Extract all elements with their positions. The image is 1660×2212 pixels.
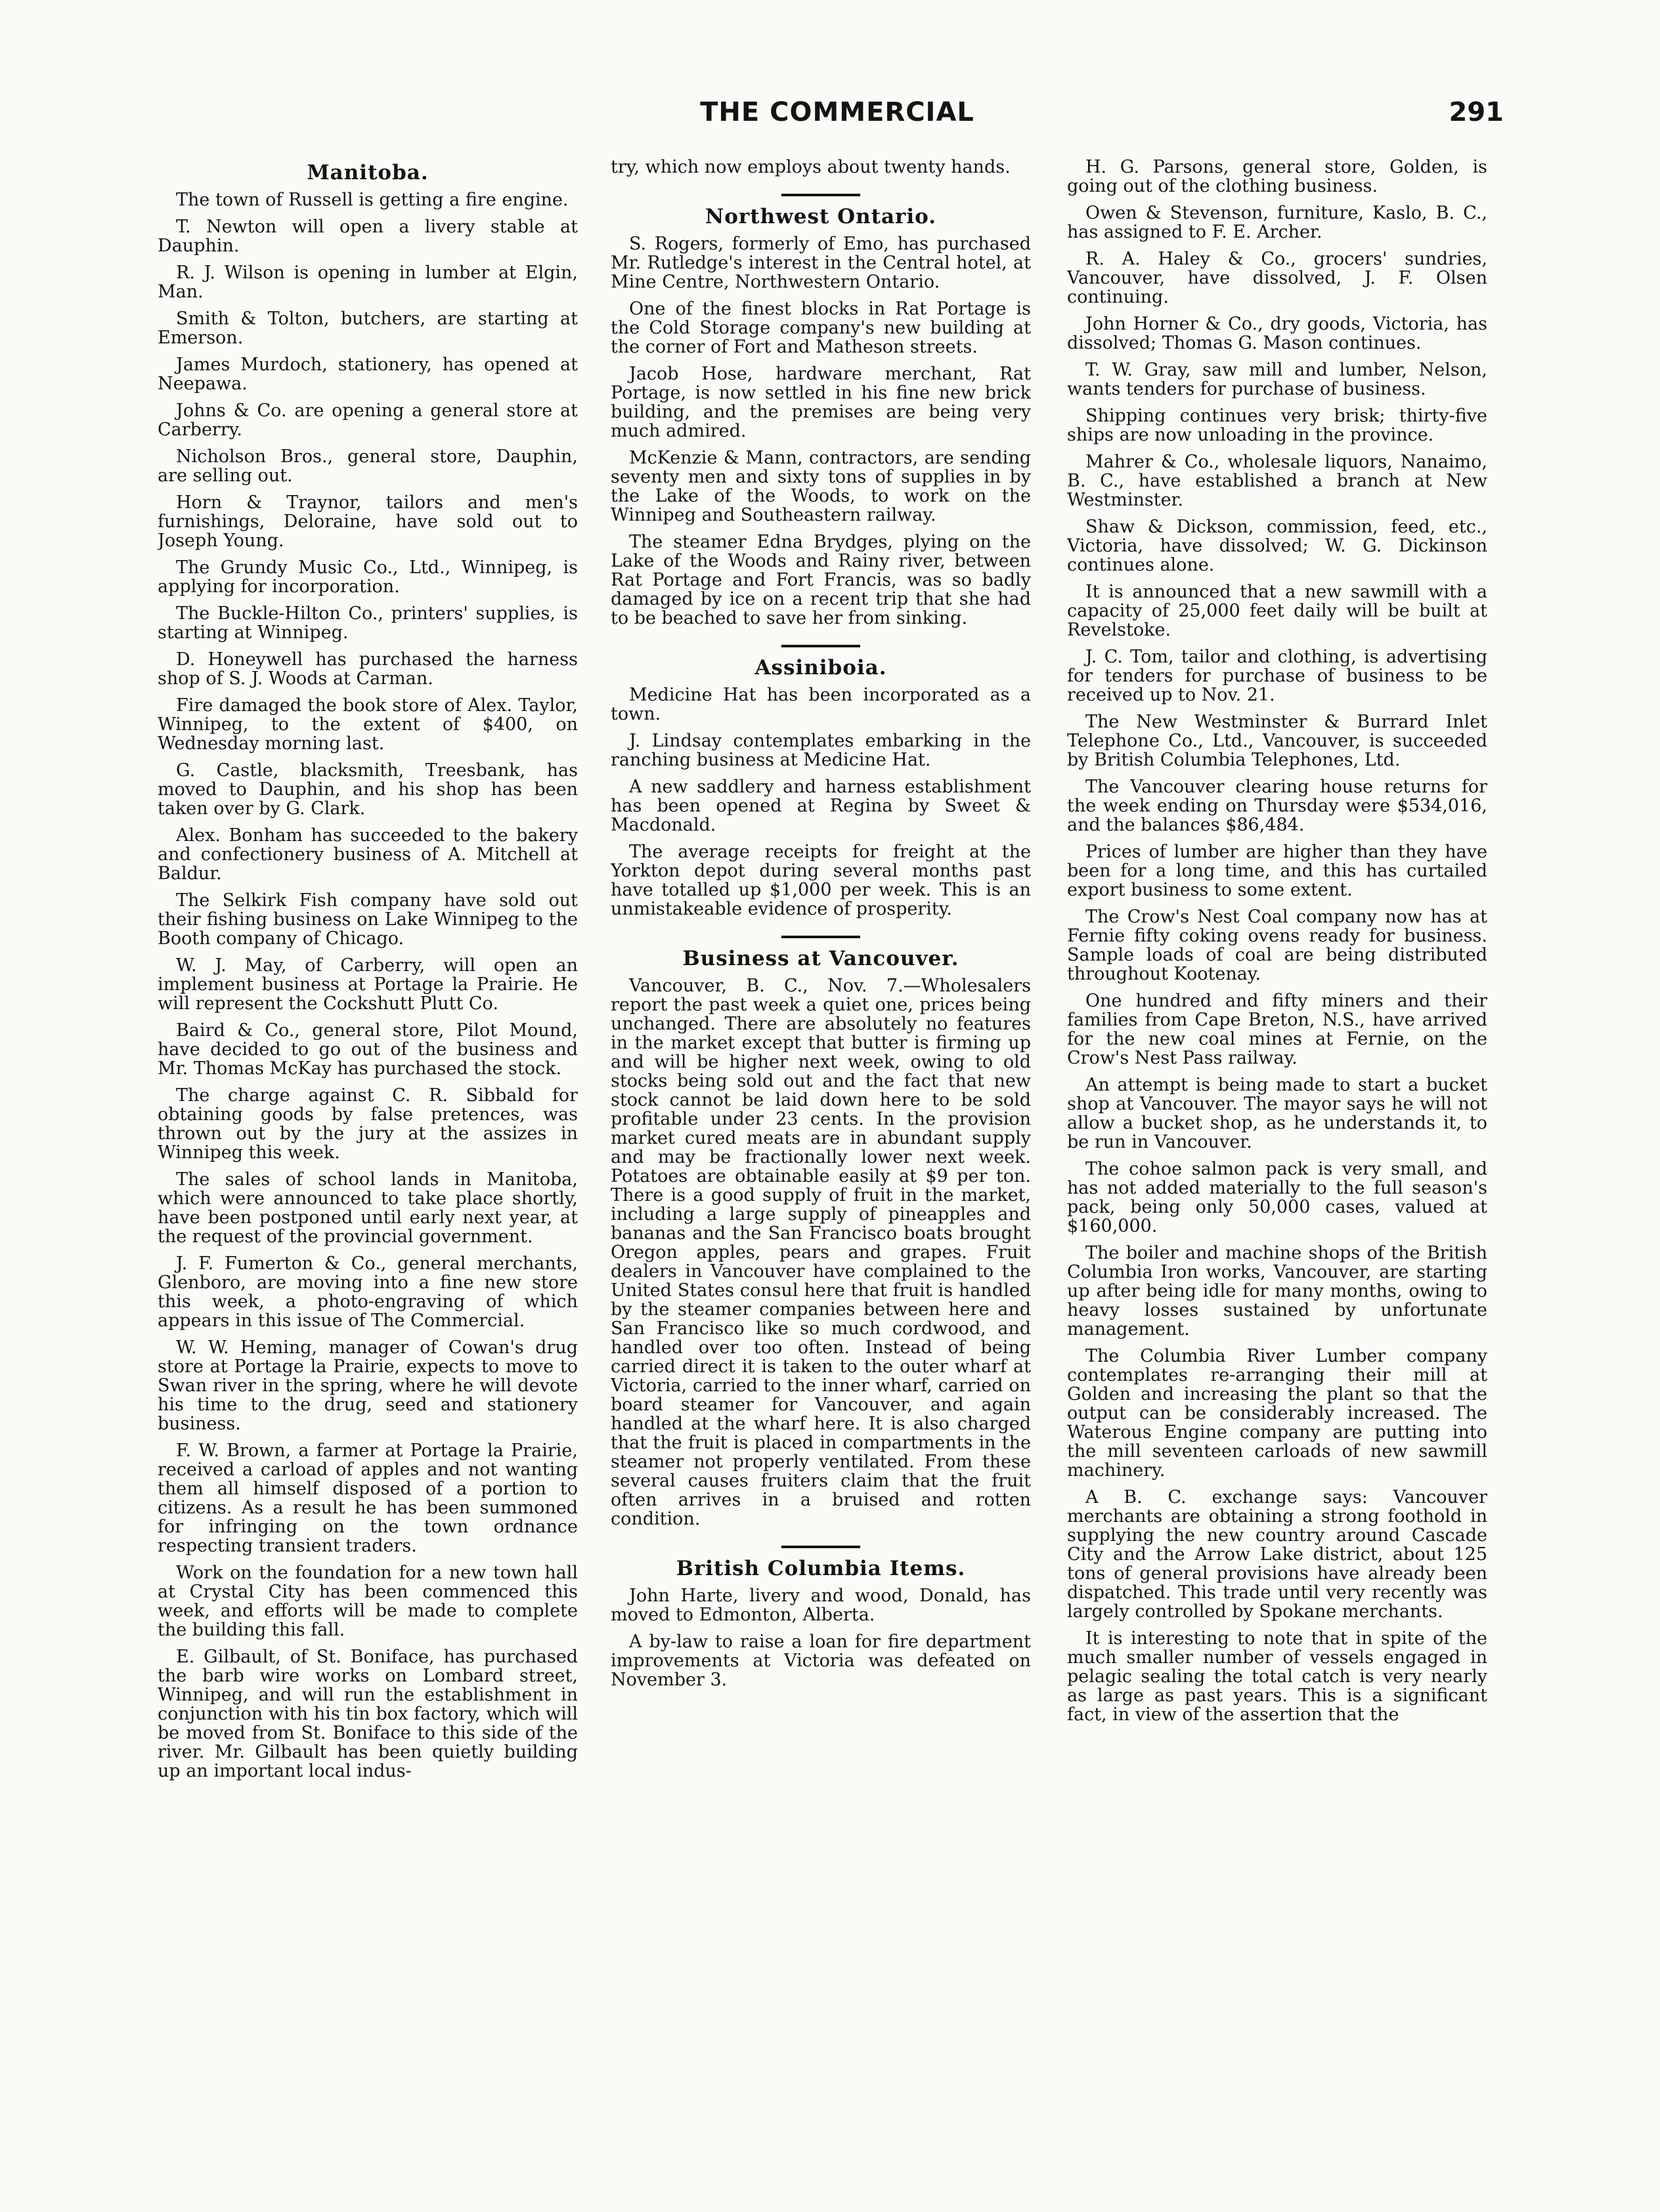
news-item: G. Castle, blacksmith, Treesbank, has moved to Dauphin, and his shop has been taken over by G. Clark. [158, 760, 578, 819]
news-item: John Horner & Co., dry goods, Victoria, has dissolved; Thomas G. Mason continues. [1067, 314, 1487, 353]
column-2 [611, 158, 1031, 2183]
column-1 [158, 158, 578, 2183]
news-item: The Buckle-Hilton Co., printers' supplies, is starting at Winnipeg. [158, 603, 578, 643]
news-item: A by-law to raise a loan for fire department improvements at Victoria was defeated on November 3. [611, 1632, 1031, 1690]
news-item: Horn & Traynor, tailors and men's furnishings, Deloraine, have sold out to Joseph Young. [158, 492, 578, 551]
news-item: H. G. Parsons, general store, Golden, is going out of the clothing business. [1067, 158, 1487, 196]
news-item: T. W. Gray, saw mill and lumber, Nelson, wants tenders for purchase of business. [1067, 360, 1487, 399]
news-item: The Selkirk Fish company have sold out their fishing business on Lake Winnipeg to the Booth company of Chicago. [158, 890, 578, 949]
news-item: McKenzie & Mann, contractors, are sending seventy men and sixty tons of supplies in by the Lake of the Woods, to work on the Winnipeg and Southeastern railway. [611, 448, 1031, 525]
section-heading: Assiniboia. [754, 656, 887, 680]
news-item: Vancouver, B. C., Nov. 7.—Wholesalers report the past week a quiet one, prices being unchanged. There are absolutely no features in the market except that butter is firming up and will be higher next week, owing to old stocks being sold out and the fact that new stock cannot be laid down here to be sold profitable under 23 cents. In the provision market cured meats are in abundant supply and may be fractionally lower next week. Potatoes are obtainable easily at $9 per ton. There is a good supply of fruit in the market, including a large supply of pineapples and bananas and the San Francisco boats brought Oregon apples, pears and grapes. Fruit dealers in Vancouver have complained to the United States consul here that fruit is handled by the steamer companies between here and San Francisco like so much cordwood, and handled over too often. Instead of being carried direct it is taken to the outer wharf at Victoria, carried to the inner wharf, carried on board steamer for Vancouver, and again handled at the wharf here. It is also charged that the fruit is placed in compartments in the steamer not properly ventilated. From these several causes fruiters claim that the fruit often arrives in a bruised and rotten condition. [611, 976, 1031, 1529]
news-item: The steamer Edna Brydges, plying on the Lake of the Woods and Rainy river, between Rat Portage and Fort Francis, was so badly damaged by ice on a recent trip that she had to be beached to save her from sinking. [611, 532, 1031, 628]
section-heading: Business at Vancouver. [682, 947, 959, 970]
news-item: The town of Russell is getting a fire engine. [176, 190, 569, 210]
news-item: The cohoe salmon pack is very small, and has not added materially to the full season's pack, being only 50,000 cases, valued at $160,000. [1067, 1159, 1487, 1236]
masthead [171, 97, 1504, 137]
section-heading: Northwest Ontario. [705, 205, 937, 228]
news-item: J. Lindsay contemplates embarking in the ranching business at Medicine Hat. [611, 731, 1031, 770]
news-item: The sales of school lands in Manitoba, which were announced to take place shortly, have been postponed until early next year, at the request of the provincial government. [158, 1169, 578, 1247]
news-item: R. J. Wilson is opening in lumber at Elgin, Man. [158, 263, 578, 302]
news-item: F. W. Brown, a farmer at Portage la Prairie, received a carload of apples and not wanting them all himself disposed of a portion to citizens. As a result he has been summoned for infringing on the town ordnance respecting transient traders. [158, 1441, 578, 1556]
news-item: The average receipts for freight at the Yorkton depot during several months past have totalled up $1,000 per week. This is an unmistakeable evidence of prosperity. [611, 842, 1031, 919]
news-item: Jacob Hose, hardware merchant, Rat Portage, is now settled in his fine new brick building, and the premises are being very much admired. [611, 364, 1031, 441]
news-item: The Crow's Nest Coal company now has at Fernie fifty coking ovens ready for business. Sample loads of coal are being distributed throughout Kootenay. [1067, 907, 1487, 984]
news-item: Fire damaged the book store of Alex. Taylor, Winnipeg, to the extent of $400, on Wednesday morning last. [158, 695, 578, 754]
news-item: One of the finest blocks in Rat Portage is the Cold Storage company's new building at the corner of Fort and Matheson streets. [611, 299, 1031, 357]
news-item: W. J. May, of Carberry, will open an implement business at Portage la Prairie. He will represent the Cockshutt Plutt Co. [158, 955, 578, 1014]
news-item: The Columbia River Lumber company contemplates re-arranging their mill at Golden and increasing the plant so that the output can be considerably increased. The Waterous Engine company are putting into the mill seventeen carloads of new sawmill machinery. [1067, 1346, 1487, 1481]
publication-title: THE COMMERCIAL [700, 97, 974, 127]
news-item: E. Gilbault, of St. Boniface, has purchased the barb wire works on Lombard street, Winnipeg, and will run the establishment in conjunction with his tin box factory, which will be moved from St. Boniface to this side of the river. Mr. Gilbault has been quietly building up an important local indus- [158, 1647, 578, 1781]
news-item: The charge against C. R. Sibbald for obtaining goods by false pretences, was thrown out by the jury at the assizes in Winnipeg this week. [158, 1085, 578, 1163]
news-item: The boiler and machine shops of the British Columbia Iron works, Vancouver, are starting up after being idle for many months, owing to heavy losses sustained by unfortunate management. [1067, 1243, 1487, 1339]
news-item: It is announced that a new sawmill with a capacity of 25,000 feet daily will be built at Revelstoke. [1067, 582, 1487, 640]
news-item: An attempt is being made to start a bucket shop at Vancouver. The mayor says he will not allow a bucket shop, as he understands it, to be run in Vancouver. [1067, 1075, 1487, 1152]
section-divider [781, 645, 860, 647]
news-item: Work on the foundation for a new town hall at Crystal City has been commenced this week, and efforts will be made to complete the building this fall. [158, 1563, 578, 1640]
news-item: Prices of lumber are higher than they have been for a long time, and this has curtailed export business to some extent. [1067, 842, 1487, 900]
section-heading: Manitoba. [307, 161, 429, 184]
news-item: S. Rogers, formerly of Emo, has purchased Mr. Rutledge's interest in the Central hotel, at Mine Centre, Northwestern Ontario. [611, 234, 1031, 292]
section-divider [781, 1546, 860, 1548]
news-item: T. Newton will open a livery stable at Dauphin. [158, 217, 578, 256]
section-divider [781, 194, 860, 196]
news-item: John Harte, livery and wood, Donald, has moved to Edmonton, Alberta. [611, 1586, 1031, 1625]
news-item: Owen & Stevenson, furniture, Kaslo, B. C., has assigned to F. E. Archer. [1067, 203, 1487, 242]
news-item: Shipping continues very brisk; thirty-five ships are now unloading in the province. [1067, 406, 1487, 445]
news-item: James Murdoch, stationery, has opened at Neepawa. [158, 355, 578, 394]
news-item: The Grundy Music Co., Ltd., Winnipeg, is applying for incorporation. [158, 557, 578, 597]
news-item: Baird & Co., general store, Pilot Mound, have decided to go out of the business and Mr. Thomas McKay has purchased the stock. [158, 1020, 578, 1079]
news-item: W. W. Heming, manager of Cowan's drug store at Portage la Prairie, expects to move to Swan river in the spring, where he will devote his time to the drug, seed and stationery business. [158, 1337, 578, 1434]
news-item: One hundred and fifty miners and their families from Cape Breton, N.S., have arrived for the new coal mines at Fernie, on the Crow's Nest Pass railway. [1067, 991, 1487, 1068]
news-item: The Vancouver clearing house returns for the week ending on Thursday were $534,016, and the balances $86,484. [1067, 777, 1487, 835]
news-item: Smith & Tolton, butchers, are starting at Emerson. [158, 309, 578, 348]
news-item: Alex. Bonham has succeeded to the bakery and confectionery business of A. Mitchell at Baldur. [158, 825, 578, 884]
news-item: Shaw & Dickson, commission, feed, etc., Victoria, have dissolved; W. G. Dickinson continues alone. [1067, 517, 1487, 575]
news-item: The New Westminster & Burrard Inlet Telephone Co., Ltd., Vancouver, is succeeded by British Columbia Telephones, Ltd. [1067, 712, 1487, 770]
section-heading: British Columbia Items. [676, 1557, 966, 1580]
news-item: R. A. Haley & Co., grocers' sundries, Vancouver, have dissolved, J. F. Olsen continuing. [1067, 249, 1487, 307]
news-item: try, which now employs about twenty hands. [611, 158, 1011, 177]
news-item: D. Honeywell has purchased the harness shop of S. J. Woods at Carman. [158, 649, 578, 689]
page-number: 291 [1449, 97, 1504, 127]
news-item: A new saddlery and harness establishment has been opened at Regina by Sweet & Macdonald. [611, 777, 1031, 835]
news-item: Johns & Co. are opening a general store at Carberry. [158, 401, 578, 440]
column-3 [1067, 158, 1487, 2183]
section-divider [781, 936, 860, 938]
news-item: Mahrer & Co., wholesale liquors, Nanaimo, B. C., have established a branch at New Westminster. [1067, 452, 1487, 510]
news-item: Medicine Hat has been incorporated as a town. [611, 685, 1031, 724]
news-item: J. F. Fumerton & Co., general merchants, Glenboro, are moving into a fine new store this week, a photo-engraving of which appears in this issue of The Commercial. [158, 1253, 578, 1331]
news-item: A B. C. exchange says: Vancouver merchants are obtaining a strong foothold in supplying the new country around Cascade City and the Arrow Lake district, about 125 tons of general provisions have already been dispatched. This trade until very recently was largely controlled by Spokane merchants. [1067, 1487, 1487, 1622]
news-item: It is interesting to note that in spite of the much smaller number of vessels engaged in pelagic sealing the total catch is very nearly as large as past years. This is a significant fact, in view of the assertion that the [1067, 1628, 1487, 1725]
news-item: Nicholson Bros., general store, Dauphin, are selling out. [158, 446, 578, 486]
news-item: J. C. Tom, tailor and clothing, is advertising for tenders for purchase of business to be received up to Nov. 21. [1067, 647, 1487, 705]
